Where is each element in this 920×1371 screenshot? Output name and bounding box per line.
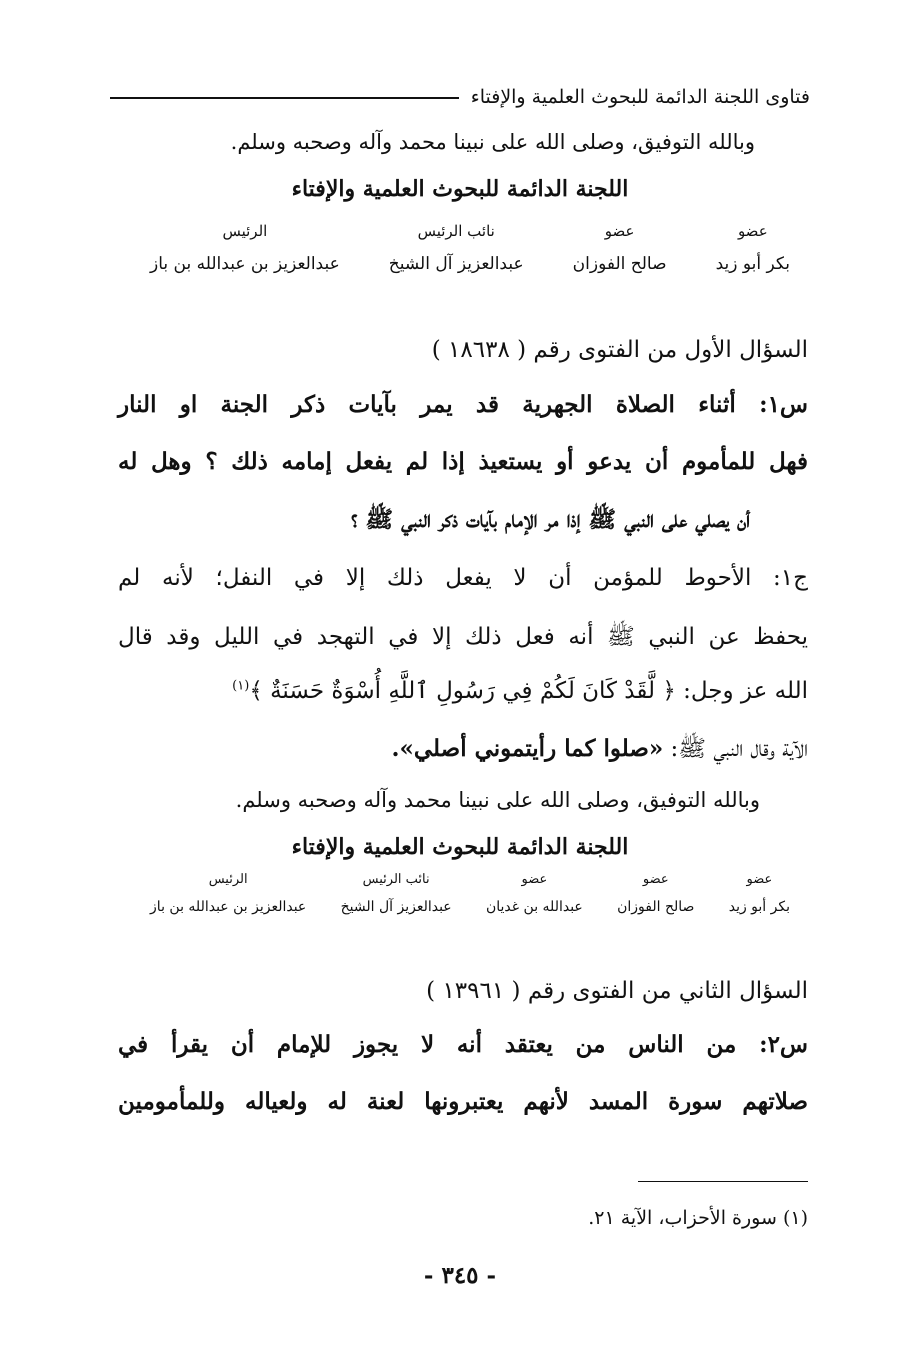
question-2-heading: السؤال الثاني من الفتوى رقم ( ١٣٩٦١ ) <box>426 978 808 1004</box>
running-header <box>110 82 810 112</box>
signatory-role: الرئيس <box>222 222 268 240</box>
signatory <box>150 872 306 915</box>
signatory-name: بكر أبو زيد <box>728 899 790 915</box>
signatory-role: الرئيس <box>208 872 248 887</box>
signatory <box>486 872 583 915</box>
signatory <box>389 222 524 274</box>
signatory-role: عضو <box>737 222 768 240</box>
running-title: فتاوى اللجنة الدائمة للبحوث العلمية والإفتاء <box>470 86 810 108</box>
signatory-role: نائب الرئيس <box>362 872 430 887</box>
signatory-name: عبدالعزيز آل الشيخ <box>388 254 524 274</box>
answer-1-hadith: «صلوا كما رأيتموني أصلي». <box>391 735 664 762</box>
answer-1-line-4 <box>118 734 808 768</box>
question-1-line-1: س١: أثناء الصلاة الجهرية قد يمر بآيات ذكر الجنة او النار <box>118 391 808 418</box>
answer-1-line-2: يحفظ عن النبي ﷺ أنه فعل ذلك إلا في التهجد في الليل وقد قال <box>118 624 808 650</box>
answer-1-verse: الله عز وجل: ﴿ لَّقَدْ كَانَ لَكُمْ فِي رَسُولِ ٱللَّهِ أُسْوَةٌ حَسَنَةٌ ﴾ <box>249 678 808 704</box>
answer-1-hadith-intro: الآية وقال النبي ﷺ: <box>663 736 808 762</box>
question-2-line-2: صلاتهم سورة المسد لأنهم يعتبرونها لعنة له ولعياله وللمأمومين <box>118 1088 808 1115</box>
signatory-name: عبدالعزيز بن عبدالله بن باز <box>150 254 340 274</box>
closing-formula-2: وبالله التوفيق، وصلى الله على نبينا محمد وآله وصحبه وسلم. <box>235 788 760 812</box>
committee-name-2: اللجنة الدائمة للبحوث العلمية والإفتاء <box>291 834 629 860</box>
answer-1-line-3 <box>118 678 808 704</box>
signatory <box>729 872 790 915</box>
page-number: - ٣٤٥ - <box>423 1262 497 1289</box>
question-1-heading: السؤال الأول من الفتوى رقم ( ١٨٦٣٨ ) <box>431 337 808 363</box>
signatory-role: عضو <box>642 872 669 887</box>
header-rule <box>110 97 459 99</box>
signatory <box>617 872 694 915</box>
committee-name-1: اللجنة الدائمة للبحوث العلمية والإفتاء <box>291 176 629 202</box>
signatory-role: عضو <box>604 222 635 240</box>
closing-formula-1: وبالله التوفيق، وصلى الله على نبينا محمد وآله وصحبه وسلم. <box>230 130 755 154</box>
answer-1-line-1: ج١: الأحوط للمؤمن أن لا يفعل ذلك إلا في النفل؛ لأنه لم <box>118 565 808 591</box>
signatories-1 <box>150 222 790 274</box>
signatory-name: عبدالله بن غديان <box>485 899 583 915</box>
footnote-rule <box>638 1181 808 1182</box>
question-1-line-3: أن يصلي على النبي ﷺ إذا مر الإمام بآيات ذكر النبي ﷺ ؟ <box>351 506 750 533</box>
signatory-role: عضو <box>746 872 773 887</box>
signatory-role: عضو <box>521 872 548 887</box>
signatory-name: صالح الفوزان <box>572 254 667 274</box>
footnote-reference: (١) <box>232 678 250 694</box>
question-2-line-1: س٢: من الناس من يعتقد أنه لا يجوز للإمام أن يقرأ في <box>118 1031 808 1058</box>
signatory <box>573 222 667 274</box>
signatory-name: صالح الفوزان <box>617 899 695 915</box>
question-1-line-2: فهل للمأموم أن يدعو أو يستعيذ إذا لم يفعل إمامه ذلك ؟ وهل له <box>118 448 808 475</box>
signatory-role: نائب الرئيس <box>417 222 495 240</box>
signatory-name: بكر أبو زيد <box>715 254 790 274</box>
signatory <box>716 222 790 274</box>
signatory <box>341 872 452 915</box>
footnote: (١) سورة الأحزاب، الآية ٢١. <box>588 1207 808 1229</box>
signatory-name: عبدالعزيز بن عبدالله بن باز <box>150 899 307 915</box>
signatory <box>150 222 340 274</box>
signatory-name: عبدالعزيز آل الشيخ <box>340 899 452 915</box>
signatories-2 <box>150 872 790 915</box>
